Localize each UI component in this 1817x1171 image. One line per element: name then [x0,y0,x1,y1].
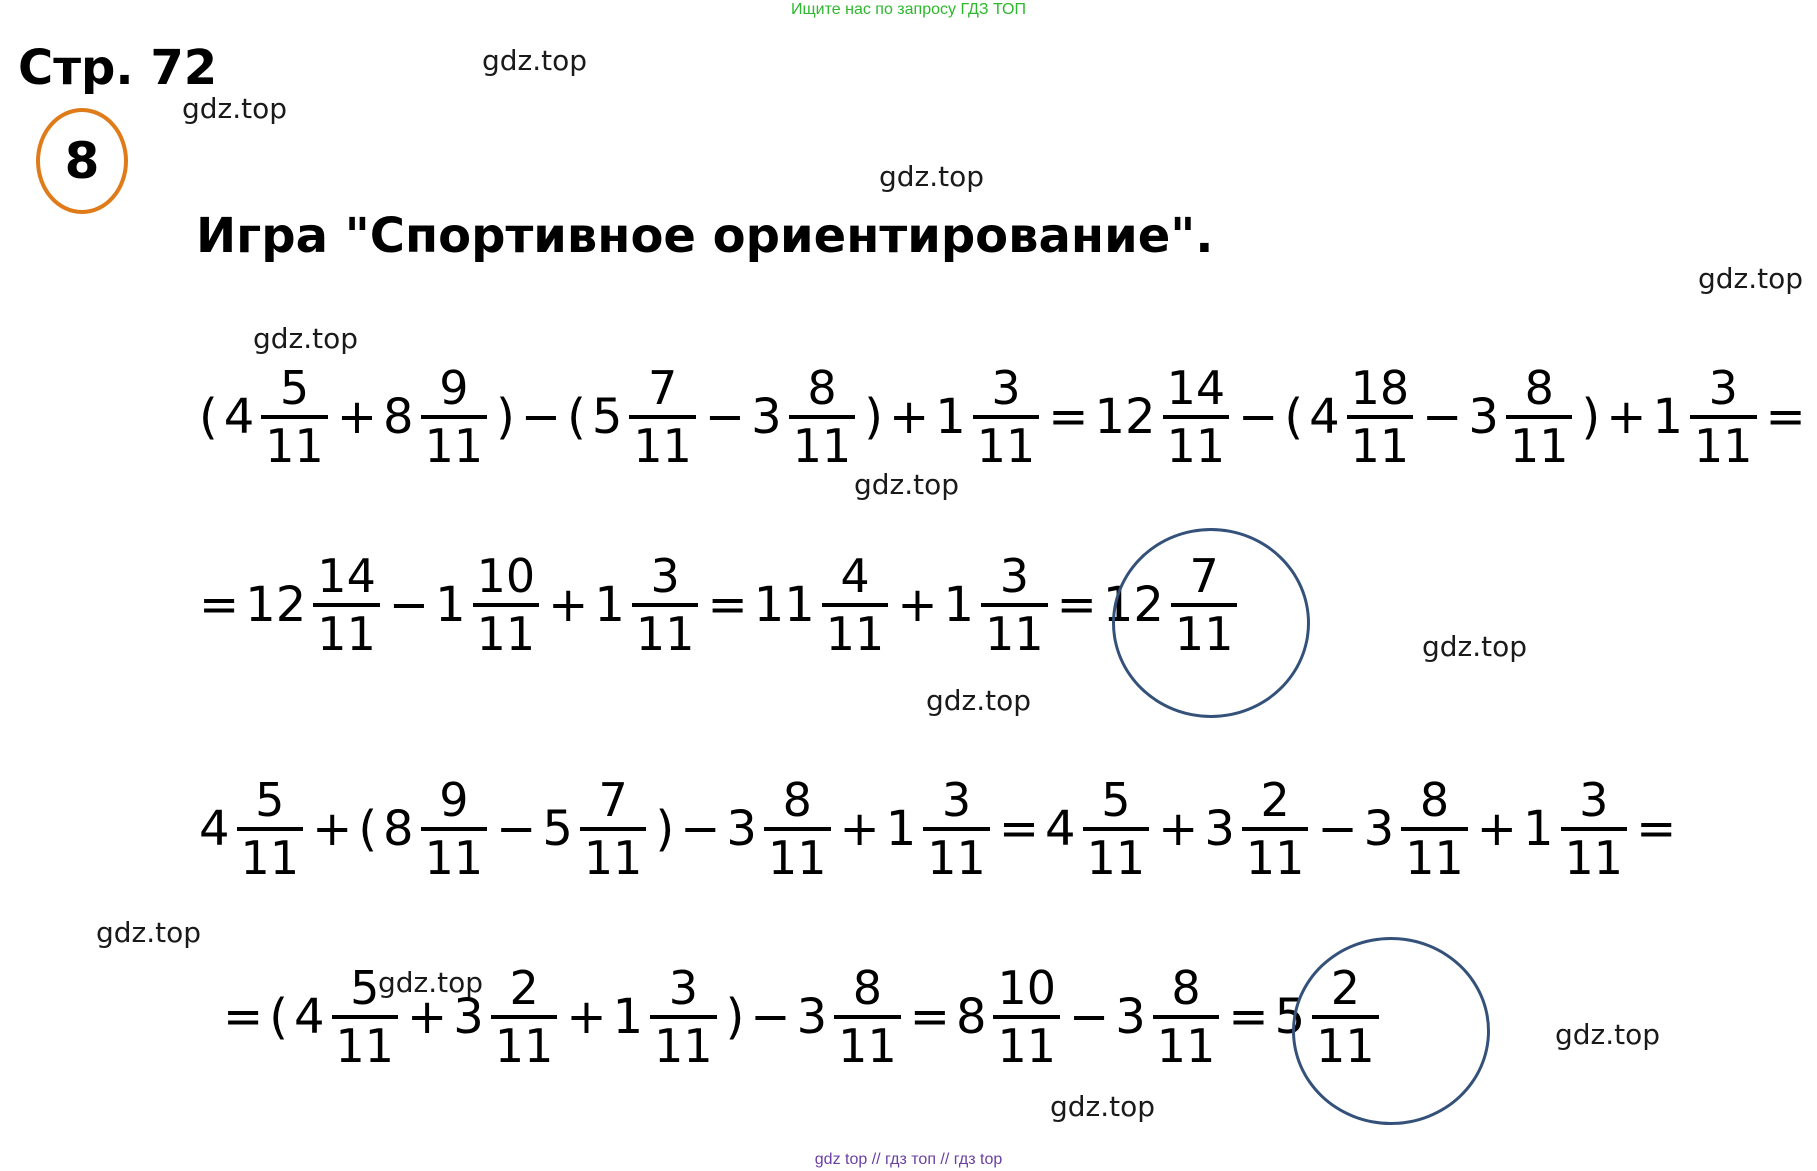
math-token: = [998,801,1040,857]
math-token: 3 [726,801,757,857]
denominator: 11 [1561,827,1628,881]
numerator: 5 [1101,773,1131,827]
watermark: gdz.top [1698,262,1804,295]
math-token: + [888,389,930,445]
answer-circle-2 [1292,937,1490,1125]
denominator: 11 [1506,415,1573,469]
math-token: + [548,577,589,633]
denominator: 11 [313,603,380,657]
math-token: 4 [1045,801,1076,857]
numerator: 3 [999,549,1029,603]
numerator: 3 [1708,361,1738,415]
fraction [491,961,558,1073]
numerator: 14 [317,549,376,603]
math-token: − [496,801,537,857]
math-token: + [336,389,378,445]
math-token: = [199,577,240,633]
numerator: 8 [807,361,837,415]
denominator: 11 [491,1015,558,1069]
fraction [473,549,540,661]
watermark: gdz.top [253,322,359,355]
task-number-badge [36,108,128,214]
denominator: 11 [237,827,304,881]
math-token: ( [358,801,378,857]
denominator: 11 [1401,827,1468,881]
numerator: 14 [1166,361,1226,415]
fraction [313,549,380,661]
numerator: 10 [997,961,1057,1015]
math-token: + [312,801,353,857]
footer-links: gdz top // гдз топ // гдз top [814,1151,1003,1168]
denominator: 11 [789,415,856,469]
math-token: ( [1284,389,1304,445]
math-token: 4 [223,389,255,445]
equation-line-2 [196,549,1243,661]
fraction [629,361,696,473]
math-token: 8 [383,389,414,445]
answer-circle-1 [1112,528,1310,718]
math-token: = [1048,389,1089,445]
fraction [834,961,901,1073]
fraction [580,773,647,885]
denominator: 11 [1312,1015,1379,1069]
equation-line-3 [196,773,1679,885]
fraction [981,549,1048,661]
math-token: = [1636,801,1677,857]
math-token: − [1317,801,1358,857]
denominator: 11 [580,827,647,881]
denominator: 11 [822,603,889,657]
numerator: 4 [840,549,870,603]
fraction [923,773,990,885]
numerator: 2 [509,961,539,1015]
math-token: 3 [1468,389,1499,445]
math-token: 8 [383,801,414,857]
denominator: 11 [421,827,488,881]
watermark: gdz.top [1050,1090,1156,1123]
math-token: 11 [753,577,815,633]
fraction [1561,773,1628,885]
numerator: 9 [439,773,469,827]
denominator: 11 [1163,415,1230,469]
math-token: 1 [594,577,625,633]
watermark: gdz.top [1422,630,1528,663]
numerator: 5 [279,361,310,415]
math-token: − [680,801,721,857]
denominator: 11 [473,603,540,657]
math-token: ( [199,389,218,445]
math-token: + [897,577,938,633]
fraction [421,361,488,473]
fraction [789,361,856,473]
denominator: 11 [1083,827,1150,881]
denominator: 11 [261,415,328,469]
numerator: 8 [1524,361,1554,415]
fraction [650,961,717,1073]
math-token: 5 [1274,989,1306,1045]
fraction [764,773,831,885]
math-token: 4 [199,801,230,857]
watermark: gdz.top [482,44,588,77]
fraction [1690,361,1757,473]
math-token: ( [269,989,288,1045]
exercise-heading: Игра "Спортивное ориентирование". [196,208,1214,264]
fraction [237,773,304,885]
math-token: 1 [435,577,466,633]
fraction [973,361,1040,473]
math-token: ) [864,389,883,445]
math-token: ) [725,989,745,1045]
math-token: 1 [612,989,644,1045]
denominator: 11 [1347,415,1414,469]
math-token: 3 [1363,801,1395,857]
numerator: 7 [598,773,628,827]
fraction [332,961,399,1073]
task-number: 8 [64,132,100,190]
denominator: 11 [421,415,488,469]
numerator: 3 [1579,773,1609,827]
math-token: 3 [1115,989,1146,1045]
math-token: − [1238,389,1279,445]
math-token: 1 [1652,389,1683,445]
math-token: + [1606,389,1647,445]
math-token: 5 [591,389,623,445]
top-banner: Ищите нас по запросу ГДЗ ТОП [791,1,1026,18]
denominator: 11 [993,1015,1060,1069]
math-token: 1 [935,389,966,445]
math-token: = [909,989,950,1045]
equation-line-1 [196,361,1809,473]
math-token: − [520,389,562,445]
fraction [261,361,328,473]
numerator: 3 [991,361,1021,415]
math-token: + [1476,801,1517,857]
denominator: 11 [1690,415,1757,469]
denominator: 11 [973,415,1040,469]
math-token: = [223,989,264,1045]
numerator: 8 [782,773,812,827]
math-token: = [707,577,748,633]
math-token: = [1765,389,1806,445]
math-token: + [839,801,880,857]
denominator: 11 [923,827,990,881]
denominator: 11 [650,1015,717,1069]
math-token: 4 [1309,389,1340,445]
math-token: 5 [542,801,573,857]
numerator: 8 [1171,961,1201,1015]
math-token: 3 [453,989,484,1045]
math-token: 8 [955,989,987,1045]
fraction [632,549,699,661]
watermark: gdz.top [1555,1018,1661,1051]
fraction [1083,773,1150,885]
watermark: gdz.top [96,916,202,949]
math-token: 1 [943,577,975,633]
watermark: gdz.top [854,468,960,501]
numerator: 8 [852,961,883,1015]
fraction [1242,773,1309,885]
equation-line-4 [220,961,1385,1073]
math-token: ) [1581,389,1601,445]
numerator: 3 [650,549,680,603]
math-token: 1 [1522,801,1554,857]
watermark: gdz.top [378,966,484,999]
math-token: + [566,989,607,1045]
numerator: 18 [1350,361,1410,415]
fraction [1163,361,1230,473]
denominator: 11 [981,603,1048,657]
math-token: ) [496,389,515,445]
fraction [1153,961,1220,1073]
math-token: 3 [751,389,782,445]
math-token: 12 [1094,389,1156,445]
fraction [421,773,488,885]
numerator: 9 [439,361,469,415]
math-token: − [1069,989,1110,1045]
math-token: = [1056,577,1097,633]
math-token: − [704,389,746,445]
fraction [1506,361,1573,473]
math-token: 12 [1102,577,1164,633]
numerator: 5 [255,773,285,827]
denominator: 11 [632,603,699,657]
math-token: 12 [245,577,307,633]
math-token: − [750,989,791,1045]
numerator: 3 [668,961,699,1015]
numerator: 3 [941,773,972,827]
math-token: 3 [1204,801,1235,857]
math-token: − [388,577,430,633]
denominator: 11 [332,1015,399,1069]
numerator: 7 [1189,549,1219,603]
denominator: 11 [1153,1015,1220,1069]
denominator: 11 [1242,827,1309,881]
denominator: 11 [834,1015,901,1069]
math-token: + [1158,801,1199,857]
fraction [1347,361,1414,473]
math-token: = [1228,989,1269,1045]
fraction [993,961,1060,1073]
math-token: − [1422,389,1463,445]
math-token: 4 [293,989,325,1045]
numerator: 10 [476,549,536,603]
math-token: 1 [885,801,917,857]
fraction [822,549,889,661]
watermark: gdz.top [926,684,1032,717]
numerator: 7 [648,361,678,415]
page-label: Стр. 72 [18,40,218,96]
math-token: + [407,989,448,1045]
denominator: 11 [764,827,831,881]
watermark: gdz.top [879,160,985,193]
numerator: 5 [350,961,380,1015]
numerator: 2 [1260,773,1290,827]
denominator: 11 [629,415,696,469]
math-token: 3 [796,989,828,1045]
math-token: ( [567,389,586,445]
watermark: gdz.top [182,92,288,125]
denominator: 11 [1171,603,1238,657]
fraction [1401,773,1468,885]
math-token: ) [655,801,675,857]
numerator: 8 [1419,773,1450,827]
numerator: 2 [1330,961,1361,1015]
